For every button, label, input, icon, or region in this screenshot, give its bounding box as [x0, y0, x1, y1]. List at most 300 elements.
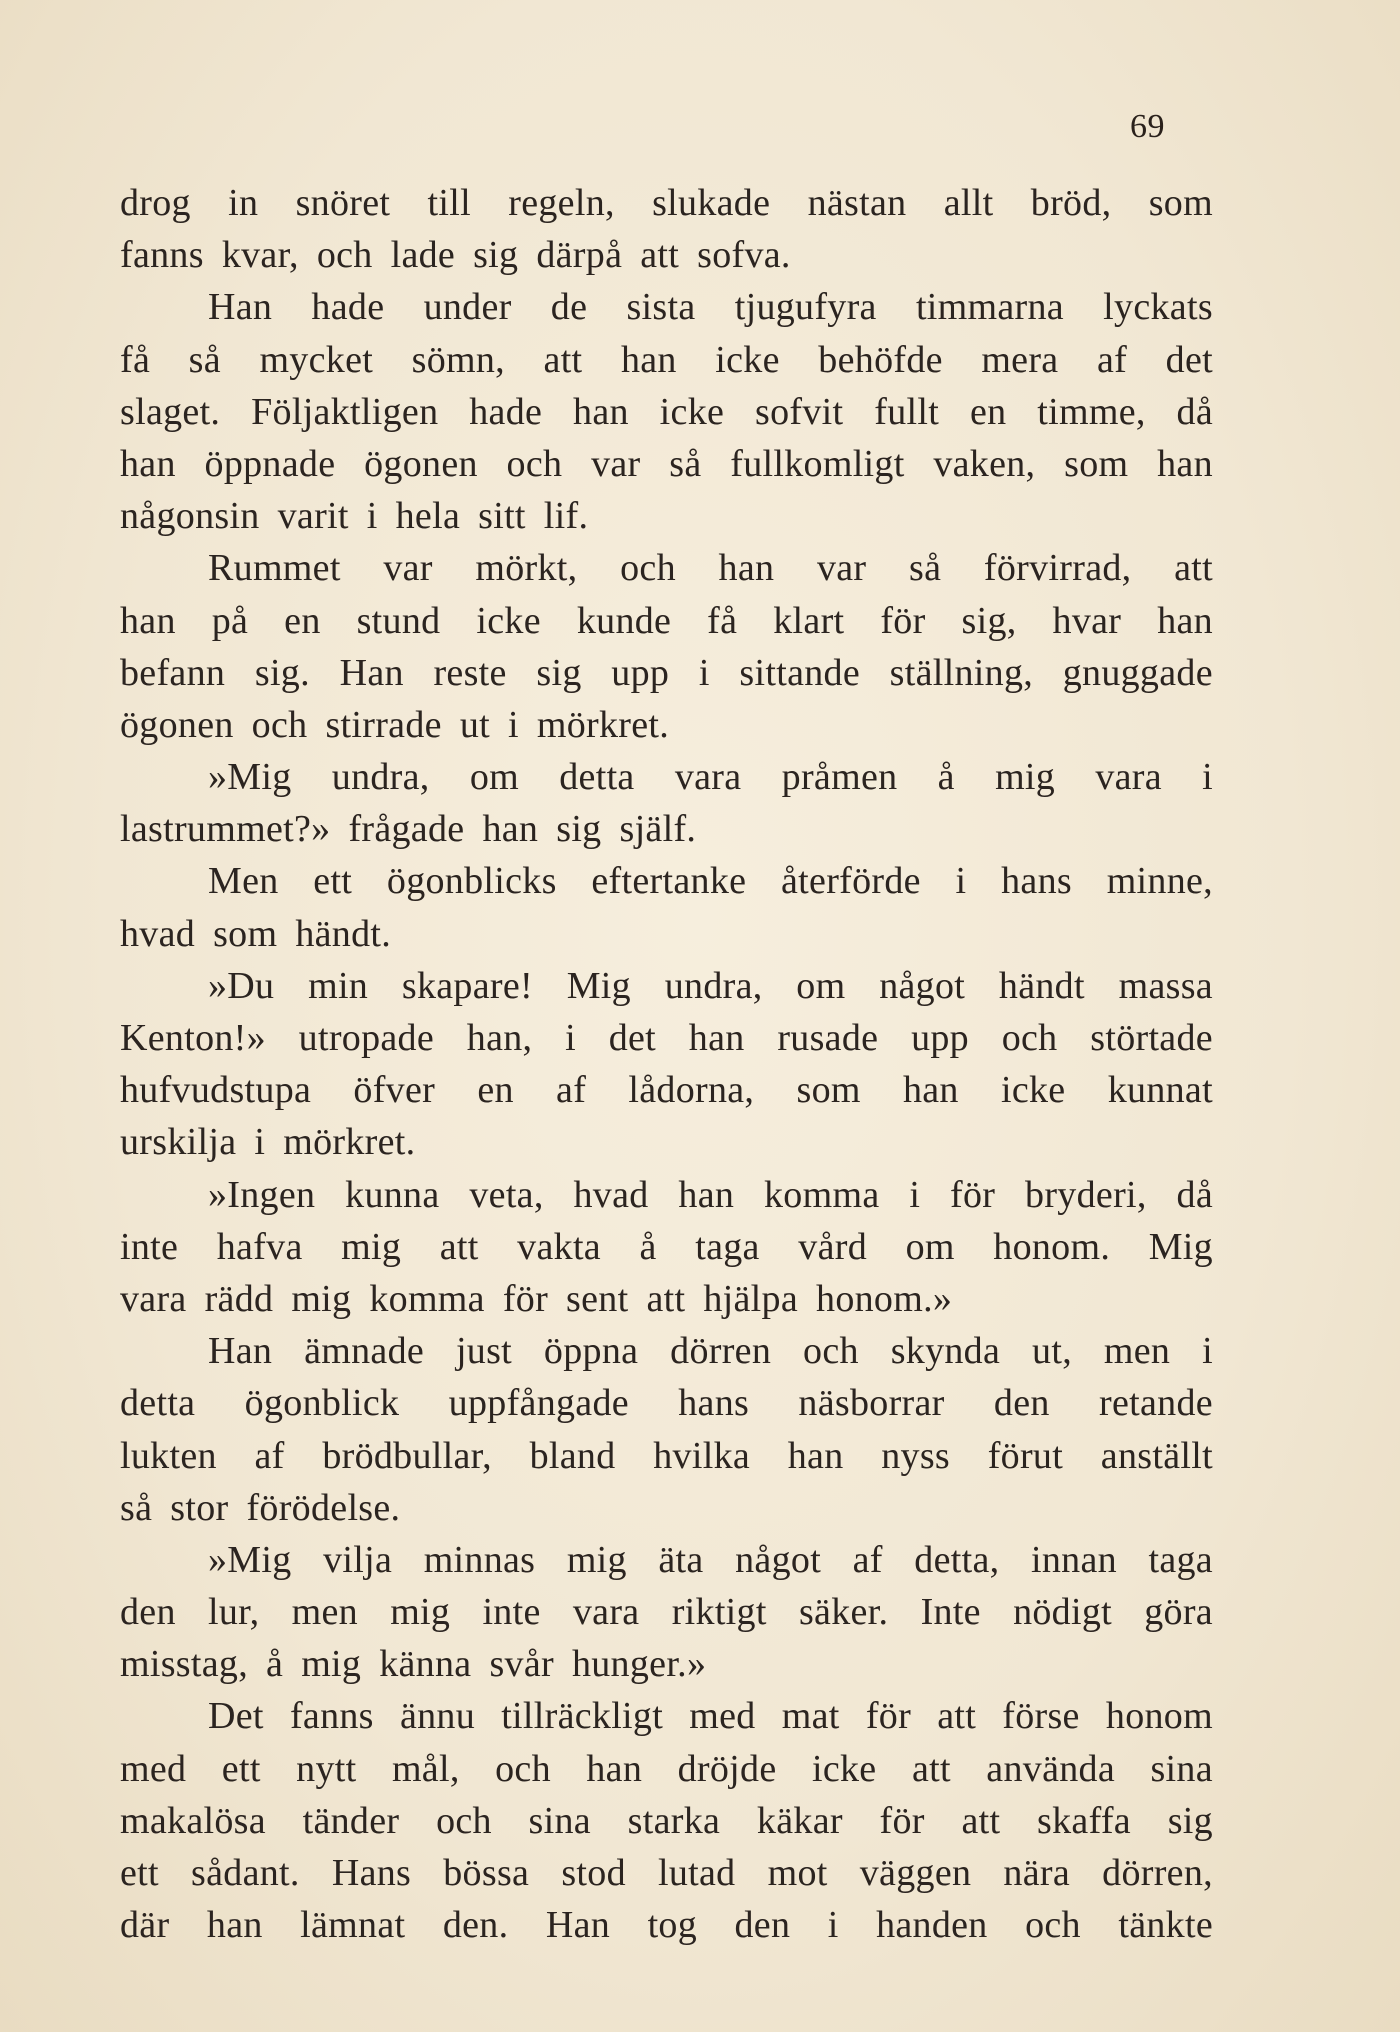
- word: för: [865, 1695, 912, 1738]
- word: mot: [767, 1852, 828, 1894]
- word: den: [993, 1382, 1050, 1425]
- word: icke: [659, 390, 725, 433]
- word: i: [955, 860, 967, 903]
- word: om: [469, 756, 520, 799]
- word: att: [439, 1225, 479, 1268]
- word: makalösa: [120, 1799, 266, 1842]
- word: för: [502, 1277, 549, 1320]
- word: i: [1202, 756, 1213, 799]
- word: å: [937, 756, 955, 799]
- text-line: [120, 1795, 1213, 1847]
- word: som: [1064, 442, 1129, 485]
- word: utropade: [298, 1017, 435, 1059]
- word: något: [735, 1538, 822, 1581]
- word: stod: [561, 1852, 626, 1894]
- word: i: [366, 495, 378, 538]
- word: han: [482, 808, 539, 851]
- text-line: [120, 803, 1213, 855]
- word: drog: [120, 182, 191, 224]
- word: i: [698, 651, 710, 694]
- word: göra: [1144, 1591, 1213, 1634]
- word: kunnat: [1107, 1069, 1213, 1112]
- word: han: [718, 547, 775, 590]
- word: bössa: [443, 1852, 530, 1894]
- word: vakta: [517, 1225, 601, 1268]
- word: vara: [674, 756, 742, 799]
- word: Mig: [566, 964, 631, 1007]
- word: men: [291, 1591, 358, 1634]
- word: dröjde: [677, 1747, 777, 1790]
- word: Rummet: [208, 547, 341, 590]
- word: och: [506, 442, 563, 485]
- word: »Mig: [208, 756, 292, 799]
- word: icke: [715, 338, 780, 381]
- word: mig: [995, 756, 1056, 799]
- text-line: [120, 1325, 1213, 1377]
- word: ämnade: [304, 1330, 425, 1373]
- word: ett: [221, 1747, 261, 1790]
- word: och: [436, 1799, 492, 1842]
- word: i: [254, 1121, 266, 1164]
- word: taga: [1148, 1538, 1213, 1581]
- word: reste: [433, 651, 507, 694]
- word: men: [1103, 1330, 1171, 1373]
- word: mål,: [391, 1747, 460, 1790]
- word: »Mig: [208, 1538, 292, 1581]
- word: fullkomligt: [730, 442, 905, 485]
- text-line: [120, 1482, 1213, 1534]
- word: sig: [1167, 1799, 1213, 1842]
- text-line: [120, 177, 1213, 229]
- word: frågade: [348, 808, 465, 851]
- text-line: [120, 855, 1213, 907]
- word: mörkt,: [475, 547, 578, 590]
- word: sofvit: [755, 390, 844, 433]
- word: under: [423, 286, 512, 329]
- word: återförde: [781, 860, 921, 903]
- text-line: [120, 1012, 1213, 1064]
- word: icke: [476, 599, 541, 642]
- word: så: [120, 1486, 153, 1529]
- word: mycket: [259, 338, 374, 381]
- word: honom.»: [816, 1277, 953, 1320]
- word: af: [1097, 338, 1128, 381]
- word: allt: [943, 182, 994, 224]
- word: han: [678, 1173, 735, 1216]
- word: han: [120, 442, 176, 485]
- word: ut: [459, 703, 490, 746]
- text-line: [120, 1221, 1213, 1273]
- word: där: [120, 1904, 170, 1947]
- text-line: [120, 1169, 1213, 1221]
- text-line: [120, 1064, 1213, 1116]
- page-number: 69: [1130, 108, 1165, 145]
- word: en: [969, 390, 1007, 433]
- word: hvad: [120, 912, 196, 955]
- word: nyss: [881, 1434, 951, 1477]
- word: i: [1202, 1330, 1213, 1373]
- word: vaken,: [933, 442, 1036, 485]
- word: Han: [339, 651, 404, 694]
- word: regeln,: [508, 182, 615, 224]
- word: svår: [489, 1643, 554, 1686]
- word: ögonblick: [244, 1382, 400, 1425]
- text-line: [120, 960, 1213, 1012]
- word: af: [852, 1538, 883, 1581]
- text-line: [120, 386, 1213, 438]
- word: så: [669, 442, 702, 485]
- word: händt.: [295, 912, 392, 955]
- word: sig: [556, 808, 602, 851]
- word: få: [120, 338, 151, 381]
- word: kunna: [345, 1173, 440, 1216]
- word: upp: [611, 651, 670, 694]
- word: icke: [1000, 1069, 1066, 1112]
- word: störtade: [1090, 1017, 1213, 1059]
- word: säker.: [798, 1591, 889, 1634]
- word: lyckats: [1103, 286, 1213, 329]
- text-line: [120, 229, 1213, 281]
- word: »Du: [208, 964, 275, 1007]
- word: om: [905, 1225, 955, 1268]
- text-line: [120, 699, 1213, 751]
- word: för: [880, 599, 926, 642]
- word: snöret: [295, 182, 391, 224]
- word: detta: [120, 1382, 196, 1425]
- word: innan: [1030, 1538, 1117, 1581]
- word: och: [495, 1747, 551, 1790]
- word: komma: [369, 1277, 485, 1320]
- word: lastrummet?»: [120, 808, 331, 851]
- word: lutad: [658, 1852, 736, 1894]
- word: dörren,: [1102, 1852, 1213, 1894]
- word: nytt: [296, 1747, 357, 1790]
- word: bland: [529, 1434, 616, 1477]
- word: gnuggade: [1062, 651, 1213, 694]
- word: vilja: [323, 1538, 393, 1581]
- word: vara: [572, 1591, 640, 1634]
- word: undra,: [664, 964, 763, 1007]
- word: sofva.: [697, 234, 791, 277]
- word: och: [251, 703, 308, 746]
- word: lämnat: [300, 1904, 406, 1947]
- word: Han: [208, 1330, 273, 1373]
- word: stund: [356, 599, 441, 642]
- word: han: [902, 1069, 959, 1112]
- word: vara: [1095, 756, 1162, 799]
- word: mörkret.: [536, 703, 670, 746]
- word: hade: [311, 286, 385, 329]
- word: med: [120, 1747, 187, 1790]
- word: vara: [120, 1277, 187, 1320]
- word: han: [206, 1904, 263, 1947]
- word: uppfångade: [448, 1382, 629, 1425]
- word: om: [796, 964, 846, 1007]
- word: inte: [482, 1591, 541, 1634]
- word: nära: [1003, 1852, 1071, 1894]
- word: taga: [695, 1225, 760, 1268]
- word: ut,: [1032, 1330, 1072, 1373]
- word: minne,: [1106, 860, 1213, 903]
- word: till: [427, 182, 471, 224]
- word: misstag,: [120, 1643, 249, 1686]
- word: var: [816, 547, 867, 590]
- text-line: [120, 1273, 1213, 1325]
- word: händt: [998, 964, 1085, 1007]
- word: brödbullar,: [322, 1434, 492, 1477]
- word: pråmen: [781, 756, 898, 799]
- word: han,: [466, 1017, 533, 1059]
- word: sig,: [961, 599, 1017, 642]
- word: och: [316, 234, 373, 277]
- word: öppna: [543, 1330, 639, 1373]
- word: hvar: [1052, 599, 1122, 642]
- word: just: [455, 1330, 513, 1373]
- word: riktigt: [671, 1591, 767, 1634]
- text-line: [120, 595, 1213, 647]
- word: lif.: [543, 495, 589, 538]
- word: ett: [313, 860, 353, 903]
- word: som: [213, 912, 278, 955]
- text-line: [120, 490, 1213, 542]
- word: skaffa: [1037, 1799, 1131, 1842]
- word: timmarna: [915, 286, 1064, 329]
- word: min: [308, 964, 369, 1007]
- word: på: [211, 599, 249, 642]
- word: lådorna,: [628, 1069, 755, 1112]
- word: sista: [626, 286, 696, 329]
- word: sitt: [478, 495, 526, 538]
- word: och: [1001, 1017, 1058, 1059]
- word: han: [688, 1017, 745, 1059]
- word: rusade: [777, 1017, 879, 1059]
- word: mig: [566, 1538, 627, 1581]
- word: mörkret.: [283, 1121, 416, 1164]
- word: han: [620, 338, 677, 381]
- word: bryderi,: [1025, 1173, 1147, 1216]
- word: förut: [987, 1434, 1064, 1477]
- word: sådant.: [191, 1852, 300, 1894]
- word: någonsin: [120, 495, 260, 538]
- text-line: [120, 1116, 1213, 1168]
- text-line: [120, 1534, 1213, 1586]
- word: sig: [473, 234, 519, 277]
- word: var: [591, 442, 641, 485]
- word: ställning,: [889, 651, 1034, 694]
- word: Hans: [331, 1852, 412, 1894]
- text-line: [120, 1899, 1213, 1951]
- word: af: [556, 1069, 587, 1112]
- word: hvad: [573, 1173, 649, 1216]
- word: lur,: [208, 1591, 260, 1634]
- text-line: [120, 1847, 1213, 1899]
- word: tillräckligt: [501, 1695, 664, 1738]
- word: han: [573, 390, 629, 433]
- word: minnas: [423, 1538, 536, 1581]
- text-line: [120, 1743, 1213, 1795]
- word: sina: [1150, 1747, 1213, 1790]
- text-line: [120, 281, 1213, 333]
- word: icke: [811, 1747, 877, 1790]
- word: kunde: [576, 599, 672, 642]
- word: Mig: [1148, 1225, 1213, 1268]
- word: massa: [1118, 964, 1213, 1007]
- word: detta: [559, 756, 635, 799]
- word: tänkte: [1118, 1904, 1213, 1947]
- word: starka: [627, 1799, 721, 1842]
- word: Han: [208, 286, 273, 329]
- word: slaget.: [120, 390, 221, 433]
- text-line: [120, 542, 1213, 594]
- word: mig: [291, 1277, 352, 1320]
- word: för: [879, 1799, 925, 1842]
- word: sig: [536, 651, 582, 694]
- word: en: [284, 599, 321, 642]
- text-line: [120, 751, 1213, 803]
- word: hufvudstupa: [120, 1069, 312, 1112]
- text-line: [120, 1690, 1213, 1742]
- text-line: [120, 647, 1213, 699]
- word: Han: [545, 1904, 611, 1947]
- word: i: [827, 1904, 839, 1947]
- word: något: [879, 964, 966, 1007]
- word: hvilka: [653, 1434, 751, 1477]
- word: af: [254, 1434, 285, 1477]
- word: Det: [208, 1695, 264, 1738]
- word: retande: [1099, 1382, 1213, 1425]
- word: ett: [120, 1852, 159, 1894]
- word: hunger.»: [571, 1643, 707, 1686]
- word: var: [383, 547, 433, 590]
- word: hans: [1001, 860, 1072, 903]
- word: inte: [120, 1225, 179, 1268]
- word: öfver: [353, 1069, 436, 1112]
- word: lukten: [120, 1434, 217, 1477]
- text-line: [120, 908, 1213, 960]
- word: stor: [170, 1486, 229, 1529]
- word: å: [639, 1225, 657, 1268]
- word: mig: [390, 1591, 451, 1634]
- word: befann: [120, 651, 226, 694]
- word: lade: [390, 234, 456, 277]
- word: »Ingen: [208, 1173, 316, 1216]
- word: det: [1165, 338, 1213, 381]
- word: komma: [764, 1173, 880, 1216]
- word: ögonen: [364, 442, 478, 485]
- word: bröd,: [1030, 182, 1112, 224]
- word: öppnade: [204, 442, 336, 485]
- word: klart: [773, 599, 845, 642]
- word: näsborrar: [798, 1382, 945, 1425]
- word: och: [620, 547, 676, 590]
- word: det: [608, 1017, 657, 1059]
- word: nästan: [807, 182, 907, 224]
- word: sent: [566, 1277, 629, 1320]
- word: så: [909, 547, 942, 590]
- word: in: [228, 182, 259, 224]
- word: å: [266, 1643, 284, 1686]
- word: som: [1148, 182, 1213, 224]
- word: i: [909, 1173, 921, 1216]
- word: fanns: [289, 1695, 374, 1738]
- word: rädd: [204, 1277, 274, 1320]
- word: stirrade: [325, 703, 442, 746]
- word: han: [787, 1434, 844, 1477]
- word: handen: [876, 1904, 988, 1947]
- word: urskilja: [120, 1121, 237, 1164]
- word: Inte: [920, 1591, 981, 1634]
- word: honom: [1105, 1695, 1213, 1738]
- word: att: [543, 338, 583, 381]
- word: Följaktligen: [251, 390, 439, 433]
- word: behöfde: [818, 338, 943, 381]
- word: använda: [986, 1747, 1115, 1790]
- word: förse: [1002, 1695, 1080, 1738]
- text-line: [120, 334, 1213, 386]
- word: honom.: [993, 1225, 1111, 1268]
- word: så: [188, 338, 221, 381]
- word: att: [1174, 547, 1213, 590]
- word: Men: [208, 860, 279, 903]
- word: som: [796, 1069, 861, 1112]
- word: vård: [798, 1225, 868, 1268]
- word: hela: [395, 495, 461, 538]
- word: den: [734, 1904, 791, 1947]
- word: mera: [981, 338, 1059, 381]
- word: den: [120, 1591, 176, 1634]
- word: tog: [647, 1904, 698, 1947]
- word: kvar,: [221, 234, 299, 277]
- word: för: [950, 1173, 996, 1216]
- word: i: [507, 703, 519, 746]
- word: förvirrad,: [983, 547, 1132, 590]
- word: med: [689, 1695, 756, 1738]
- word: en: [477, 1069, 514, 1112]
- word: skapare!: [401, 964, 533, 1007]
- word: mig: [341, 1225, 402, 1268]
- word: hans: [678, 1382, 750, 1425]
- word: hjälpa: [703, 1277, 799, 1320]
- word: få: [707, 599, 738, 642]
- word: sina: [528, 1799, 591, 1842]
- word: därpå: [536, 234, 623, 277]
- word: och: [1025, 1904, 1081, 1947]
- word: förödelse.: [246, 1486, 401, 1529]
- word: eftertanke: [591, 860, 747, 903]
- word: äta: [658, 1538, 704, 1581]
- word: känna: [379, 1643, 472, 1686]
- word: då: [1176, 390, 1213, 433]
- word: han: [1157, 442, 1213, 485]
- word: ögonen: [120, 703, 234, 746]
- word: sig.: [254, 651, 310, 694]
- text-line: [120, 1377, 1213, 1429]
- word: skynda: [890, 1330, 1001, 1373]
- word: fanns: [120, 234, 204, 277]
- word: mat: [781, 1695, 840, 1738]
- word: varit: [277, 495, 349, 538]
- word: han: [586, 1747, 643, 1790]
- word: den.: [442, 1904, 509, 1947]
- word: sittande: [739, 651, 860, 694]
- word: hafva: [216, 1225, 303, 1268]
- word: själf.: [619, 808, 697, 851]
- word: slukade: [652, 182, 771, 224]
- word: undra,: [331, 756, 430, 799]
- text-line: [120, 438, 1213, 490]
- word: nödigt: [1013, 1591, 1112, 1634]
- word: sömn,: [411, 338, 505, 381]
